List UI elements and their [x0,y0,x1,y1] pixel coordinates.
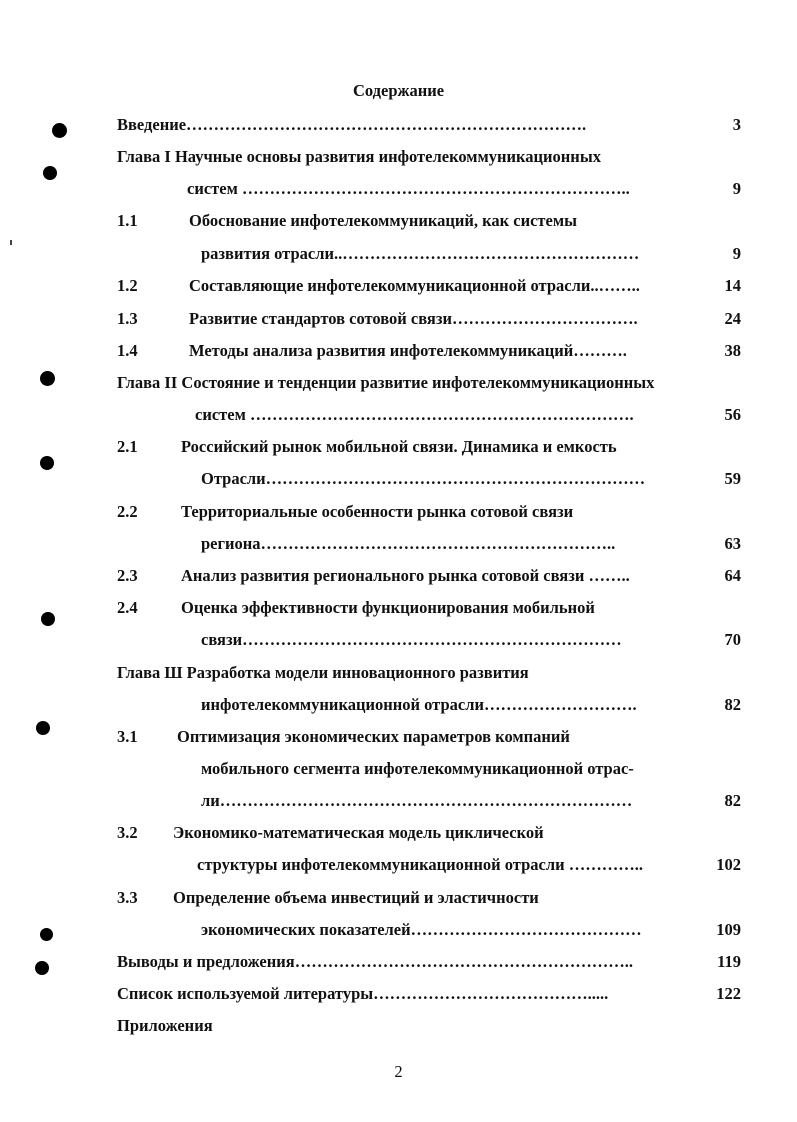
toc-entry-page: 24 [724,309,741,328]
toc-entry-text: Приложения [117,1016,213,1035]
toc-entry-line: Оценка эффективности функционирования мобильной [181,598,595,617]
toc-entry-line: ли………………………………………………………………… [201,791,633,810]
toc-entry-page: 109 [716,920,741,939]
toc-entry-page: 64 [724,566,741,585]
toc-entry-number: 1.1 [117,211,138,230]
toc-entry-line: Определение объема инвестиций и эластичности [173,888,539,907]
toc-entry-line: экономических показателей…………………………………… [201,920,642,939]
toc-entry-page: 3 [732,115,741,134]
punch-hole-mark [36,721,50,735]
toc-entry-text: Методы анализа развития инфотелекоммуникаций………. [189,341,627,360]
toc-entry-page: 14 [724,276,741,295]
toc-entry-number: 3.2 [117,823,138,842]
toc-entry-number: 2.2 [117,502,138,521]
toc-entry-line: Оптимизация экономических параметров компаний [177,727,570,746]
toc-entry-line: связи…………………………………………………………… [201,630,622,649]
toc-entry-number: 3.3 [117,888,138,907]
toc-entry-page: 82 [724,791,741,810]
toc-entry-line: развития отрасли..……………………………………………… [201,244,640,263]
toc-entry-text: Развитие стандартов сотовой связи……………………………. [189,309,638,328]
punch-hole-mark [40,928,53,941]
toc-entry-line: Обоснование инфотелекоммуникаций, как системы [189,211,577,230]
toc-entry-line: систем …………………………………………………………….. [187,179,630,198]
toc-entry-page: 38 [724,341,741,360]
toc-entry-page: 102 [716,855,741,874]
punch-hole-mark [43,166,57,180]
toc-entry-number: 1.2 [117,276,138,295]
toc-entry-text: Анализ развития регионального рынка сотовой связи …….. [181,566,630,585]
toc-entry-line: Глава Ш Разработка модели инновационного развития [117,663,529,682]
toc-entry-page: 82 [724,695,741,714]
toc-entry-page: 59 [724,469,741,488]
toc-entry-line: Российский рынок мобильной связи. Динамика и емкость [181,437,617,456]
toc-entry-line: региона……………………………………………………….. [201,534,616,553]
toc-entry-line: Территориальные особенности рынка сотовой связи [181,502,574,521]
punch-hole-mark [41,612,55,626]
toc-entry-page: 9 [732,244,741,263]
toc-entry-text: Составляющие инфотелекоммуникационной отрасли..…….. [189,276,640,295]
punch-hole-mark [52,123,67,138]
toc-entry-text: Выводы и предложения…………………………………………………….. [117,952,633,971]
toc-entry-page: 56 [724,405,741,424]
toc-entry-line: Отрасли…………………………………………………………… [201,469,646,488]
toc-entry-line: систем ……………………………………………………………. [195,405,634,424]
toc-entry-line: Глава II Состояние и тенденции развитие инфотелекоммуникационных [117,373,655,392]
punch-hole-mark [40,371,55,386]
toc-entry-number: 2.3 [117,566,138,585]
toc-entry-line: Глава I Научные основы развития инфотелекоммуникационных [117,147,601,166]
toc-entry-page: 70 [724,630,741,649]
toc-entry-page: 63 [724,534,741,553]
toc-entry-number: 1.3 [117,309,138,328]
toc-entry-page: 119 [717,952,741,971]
scan-speck-mark [10,240,12,245]
toc-entry-page: 9 [732,179,741,198]
toc-entry-number: 3.1 [117,727,138,746]
toc-entry-number: 2.4 [117,598,138,617]
page-number: 2 [394,1062,403,1081]
toc-entry-line: Экономико-математическая модель циклической [173,823,544,842]
toc-entry-number: 2.1 [117,437,138,456]
toc-entry-page: 122 [716,984,741,1003]
toc-entry-line: мобильного сегмента инфотелекоммуникационной отрас- [201,759,634,778]
toc-entry-text: Введение………………………………………………………………. [117,115,587,134]
page-title: Содержание [352,81,445,100]
toc-entry-line: структуры инфотелекоммуникационной отрасли ………….. [197,855,643,874]
toc-entry-text: Список используемой литературы…………………………………..... [117,984,609,1003]
punch-hole-mark [35,961,49,975]
toc-entry-number: 1.4 [117,341,138,360]
punch-hole-mark [40,456,54,470]
toc-entry-line: инфотелекоммуникационной отрасли………………………. [201,695,637,714]
